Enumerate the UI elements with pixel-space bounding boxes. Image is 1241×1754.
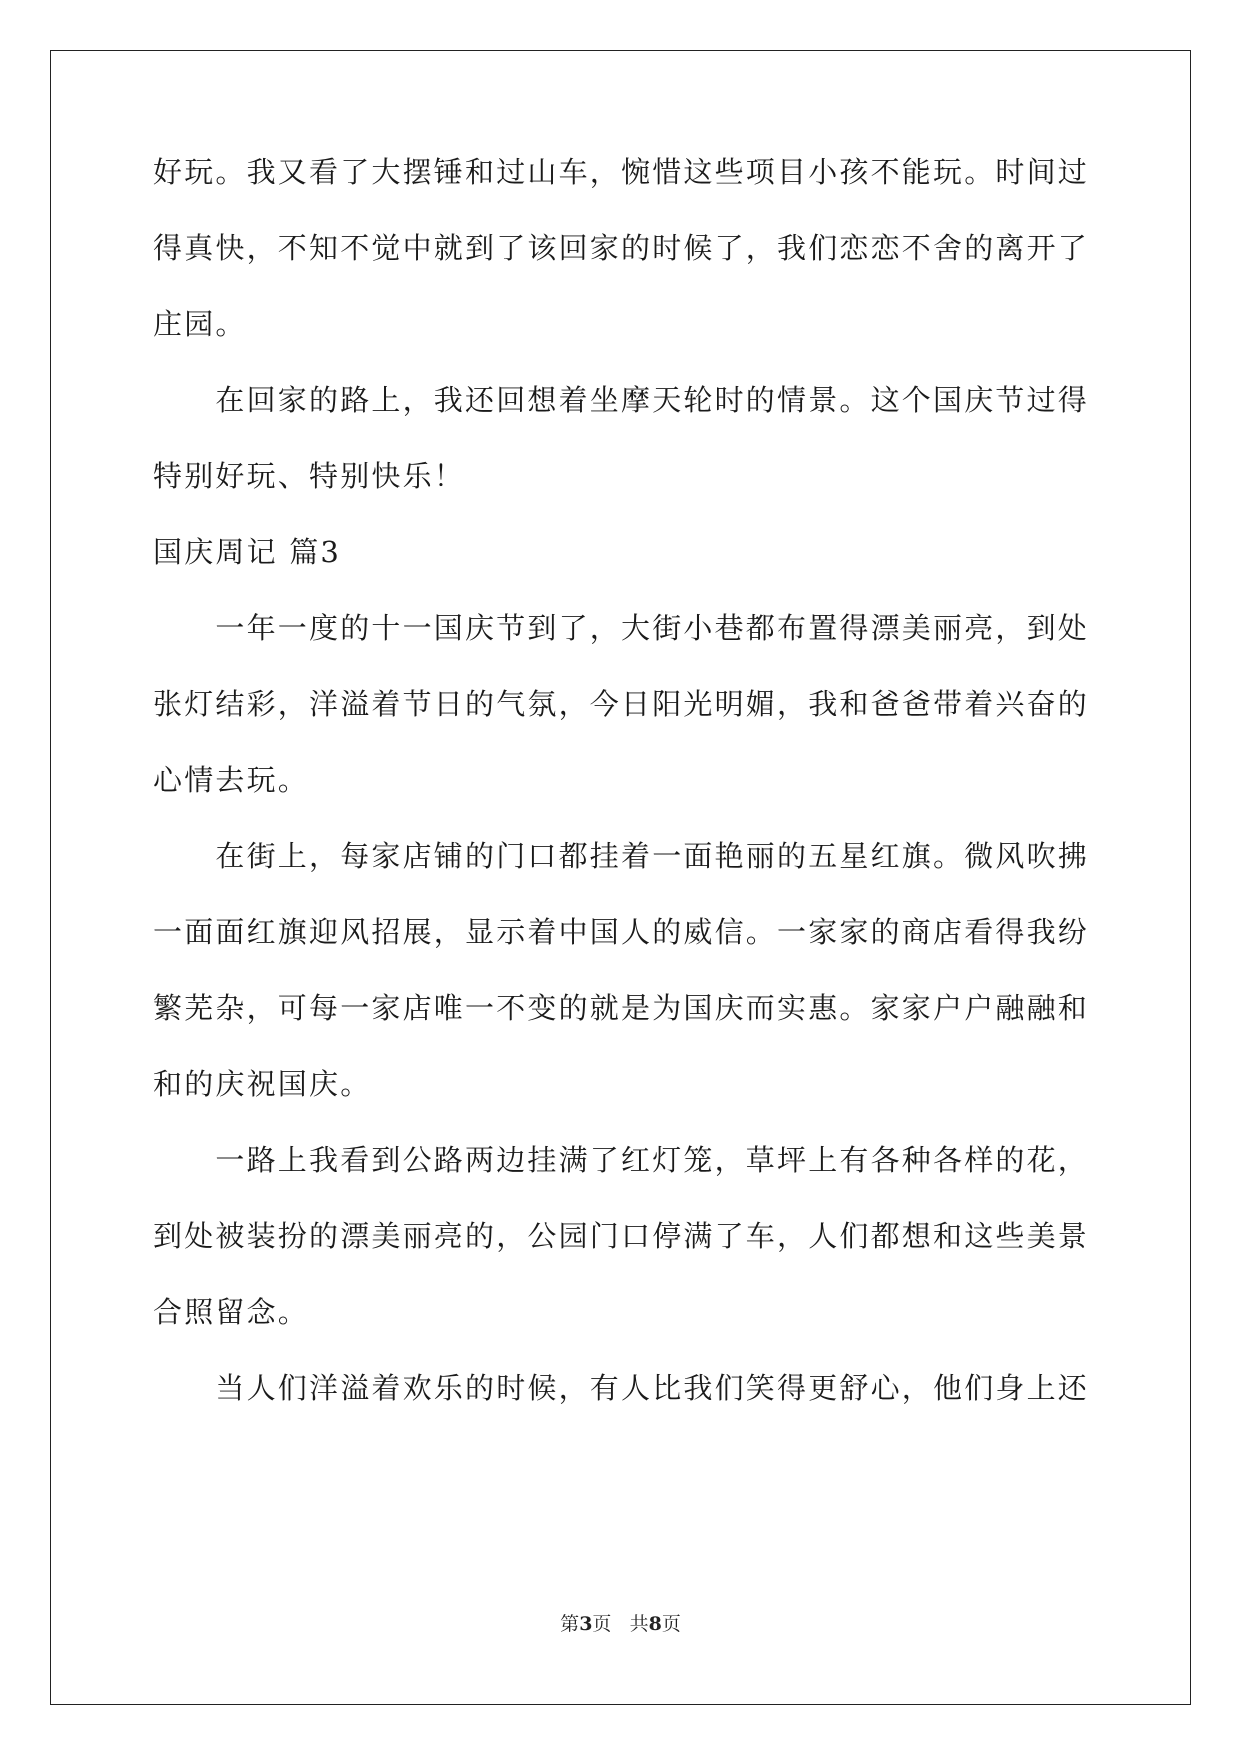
footer-total-prefix: 共 (629, 1613, 649, 1635)
footer-total-suffix: 页 (661, 1613, 681, 1635)
section-heading: 国庆周记 篇3 (153, 535, 342, 569)
paragraph-line: 好玩。我又看了大摆锤和过山车，惋惜这些项目小孩不能玩。时间过 (153, 155, 1090, 189)
paragraph-line: 特别好玩、特别快乐！ (153, 459, 466, 493)
paragraph-line: 得真快，不知不觉中就到了该回家的时候了，我们恋恋不舍的离开了 (153, 231, 1090, 265)
paragraph-line: 张灯结彩，洋溢着节日的气氛，今日阳光明媚，我和爸爸带着兴奋的 (153, 687, 1090, 721)
paragraph-line: 在回家的路上，我还回想着坐摩天轮时的情景。这个国庆节过得 (153, 383, 1090, 417)
current-page-number: 3 (579, 1613, 593, 1635)
paragraph-line: 心情去玩。 (153, 763, 310, 797)
paragraph-line: 一面面红旗迎风招展，显示着中国人的威信。一家家的商店看得我纷 (153, 915, 1090, 949)
paragraph-line: 和的庆祝国庆。 (153, 1067, 372, 1101)
page-footer (0, 1612, 1241, 1636)
footer-page-suffix: 页 (592, 1613, 612, 1635)
footer-prefix: 第 (560, 1613, 580, 1635)
paragraph-line: 到处被装扮的漂美丽亮的，公园门口停满了车，人们都想和这些美景 (153, 1219, 1090, 1253)
paragraph-line: 一年一度的十一国庆节到了，大街小巷都布置得漂美丽亮，到处 (153, 611, 1090, 645)
paragraph-line: 庄园。 (153, 307, 247, 341)
paragraph-line: 繁芜杂，可每一家店唯一不变的就是为国庆而实惠。家家户户融融和 (153, 991, 1090, 1025)
page-border (50, 50, 1191, 1705)
paragraph-line: 一路上我看到公路两边挂满了红灯笼，草坪上有各种各样的花， (153, 1143, 1090, 1177)
paragraph-line: 合照留念。 (153, 1295, 310, 1329)
total-pages-number: 8 (648, 1613, 662, 1635)
paragraph-line: 当人们洋溢着欢乐的时候，有人比我们笑得更舒心，他们身上还 (153, 1371, 1090, 1405)
paragraph-line: 在街上，每家店铺的门口都挂着一面艳丽的五星红旗。微风吹拂 (153, 839, 1090, 873)
